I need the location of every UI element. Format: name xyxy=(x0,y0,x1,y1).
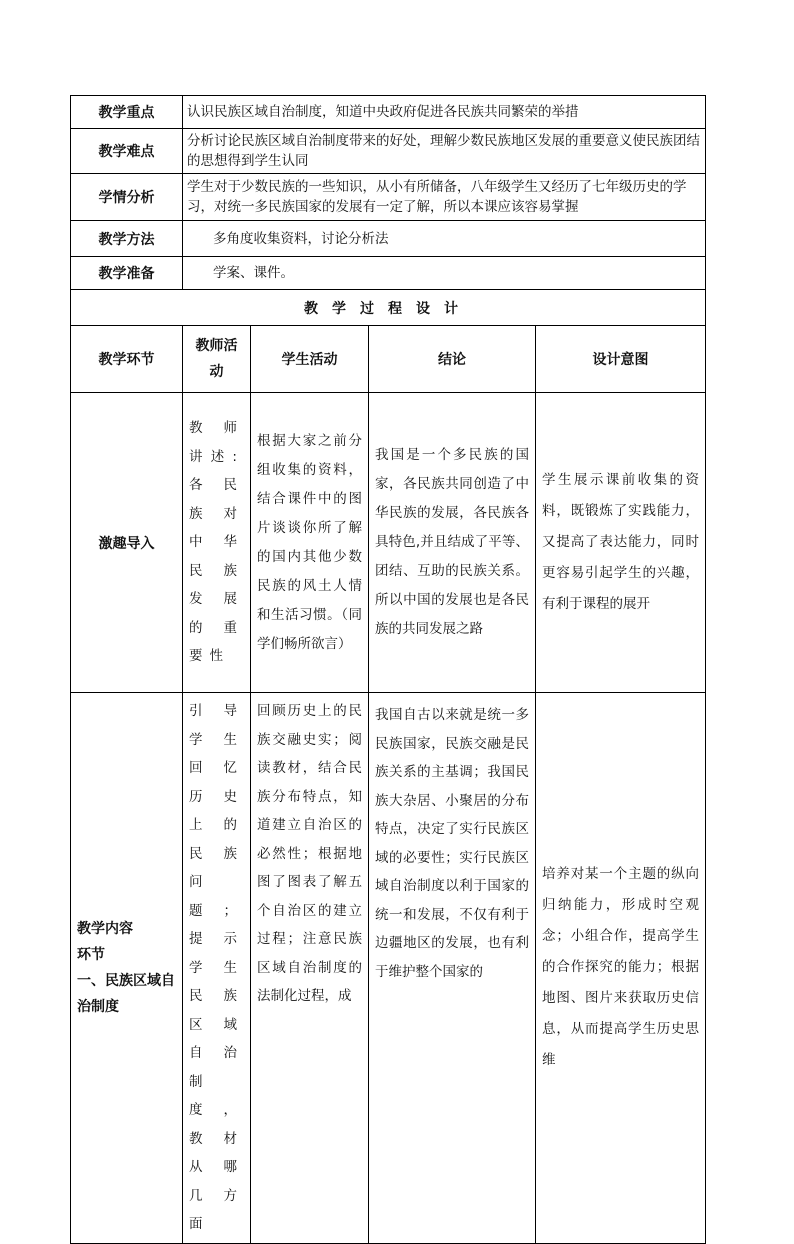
plan-table xyxy=(70,95,706,1244)
design-intent: 培养对某一个主题的纵向归纳能力，形成时空观念；小组合作，提高学生的合作探究的能力；根据地图、图片来获取历史信息，从而提高学生历史思维 xyxy=(536,693,706,1244)
info-row-method xyxy=(71,221,706,257)
section-title: 教学过程设计 xyxy=(71,290,706,326)
info-value: 学案、课件。 xyxy=(183,257,706,290)
info-label: 教学方法 xyxy=(71,221,183,257)
student-activity: 回顾历史上的民族交融史实；阅读教材，结合民族分布特点，知道建立自治区的必然性；根据地图了图表了解五个自治区的建立过程；注意民族区域自治制度的法制化过程，成 xyxy=(251,693,369,1244)
info-value: 学生对于少数民族的一些知识，从小有所储备，八年级学生又经历了七年级历史的学习，对统一多民族国家的发展有一定了解，所以本课应该容易掌握 xyxy=(183,174,706,221)
conclusion: 我国是一个多民族的国家，各民族共同创造了中华民族的发展，各民族各具特色,并且结成了平等、团结、互助的民族关系。所以中国的发展也是各民族的共同发展之路 xyxy=(369,393,536,693)
col-header-conclusion: 结论 xyxy=(369,326,536,393)
info-row-analysis xyxy=(71,174,706,221)
section-title-row xyxy=(71,290,706,326)
info-row-prep xyxy=(71,257,706,290)
col-header-intent: 设计意图 xyxy=(536,326,706,393)
design-intent: 学生展示课前收集的资料，既锻炼了实践能力，又提高了表达能力，同时更容易引起学生的兴趣，有利于课程的展开 xyxy=(536,393,706,693)
stage-line: 一、民族区域自 xyxy=(77,972,175,989)
table-row xyxy=(71,393,706,693)
info-label: 教学难点 xyxy=(71,129,183,174)
col-header-stage: 教学环节 xyxy=(71,326,183,393)
stage-cell: 激趣导入 xyxy=(71,393,183,693)
stage-line: 教学内容 xyxy=(77,920,133,937)
table-row xyxy=(71,693,706,1244)
info-label: 教学重点 xyxy=(71,96,183,129)
info-value: 多角度收集资料，讨论分析法 xyxy=(183,221,706,257)
col-header-student: 学生活动 xyxy=(251,326,369,393)
info-label: 教学准备 xyxy=(71,257,183,290)
teacher-activity: 引导学生回忆历史上的民族问题；提示学生民族区域自治制度，教材从哪几方面 xyxy=(183,693,251,1244)
stage-line: 环节 xyxy=(77,946,105,963)
info-row-focus xyxy=(71,96,706,129)
info-label: 学情分析 xyxy=(71,174,183,221)
column-header-row xyxy=(71,326,706,393)
teacher-activity: 教师讲述:各民族对中华民族发展的重要性 xyxy=(183,393,251,693)
info-row-difficulty xyxy=(71,129,706,174)
stage-line: 治制度 xyxy=(77,998,119,1015)
info-value: 分析讨论民族区域自治制度带来的好处，理解少数民族地区发展的重要意义使民族团结的思想得到学生认同 xyxy=(183,129,706,174)
col-header-teacher: 教师活动 xyxy=(183,326,251,393)
student-activity: 根据大家之前分组收集的资料，结合课件中的图片谈谈你所了解的国内其他少数民族的风土人情和生活习惯。（同学们畅所欲言） xyxy=(251,393,369,693)
stage-cell xyxy=(71,693,183,1244)
lesson-plan-table xyxy=(70,95,705,1244)
info-value: 认识民族区域自治制度，知道中央政府促进各民族共同繁荣的举措 xyxy=(183,96,706,129)
conclusion: 我国自古以来就是统一多民族国家，民族交融是民族关系的主基调；我国民族大杂居、小聚居的分布特点，决定了实行民族区域的必要性；实行民族区域自治制度以利于国家的统一和发展，不仅有利于边疆地区的发展，也有利于维护整个国家的 xyxy=(369,693,536,1244)
